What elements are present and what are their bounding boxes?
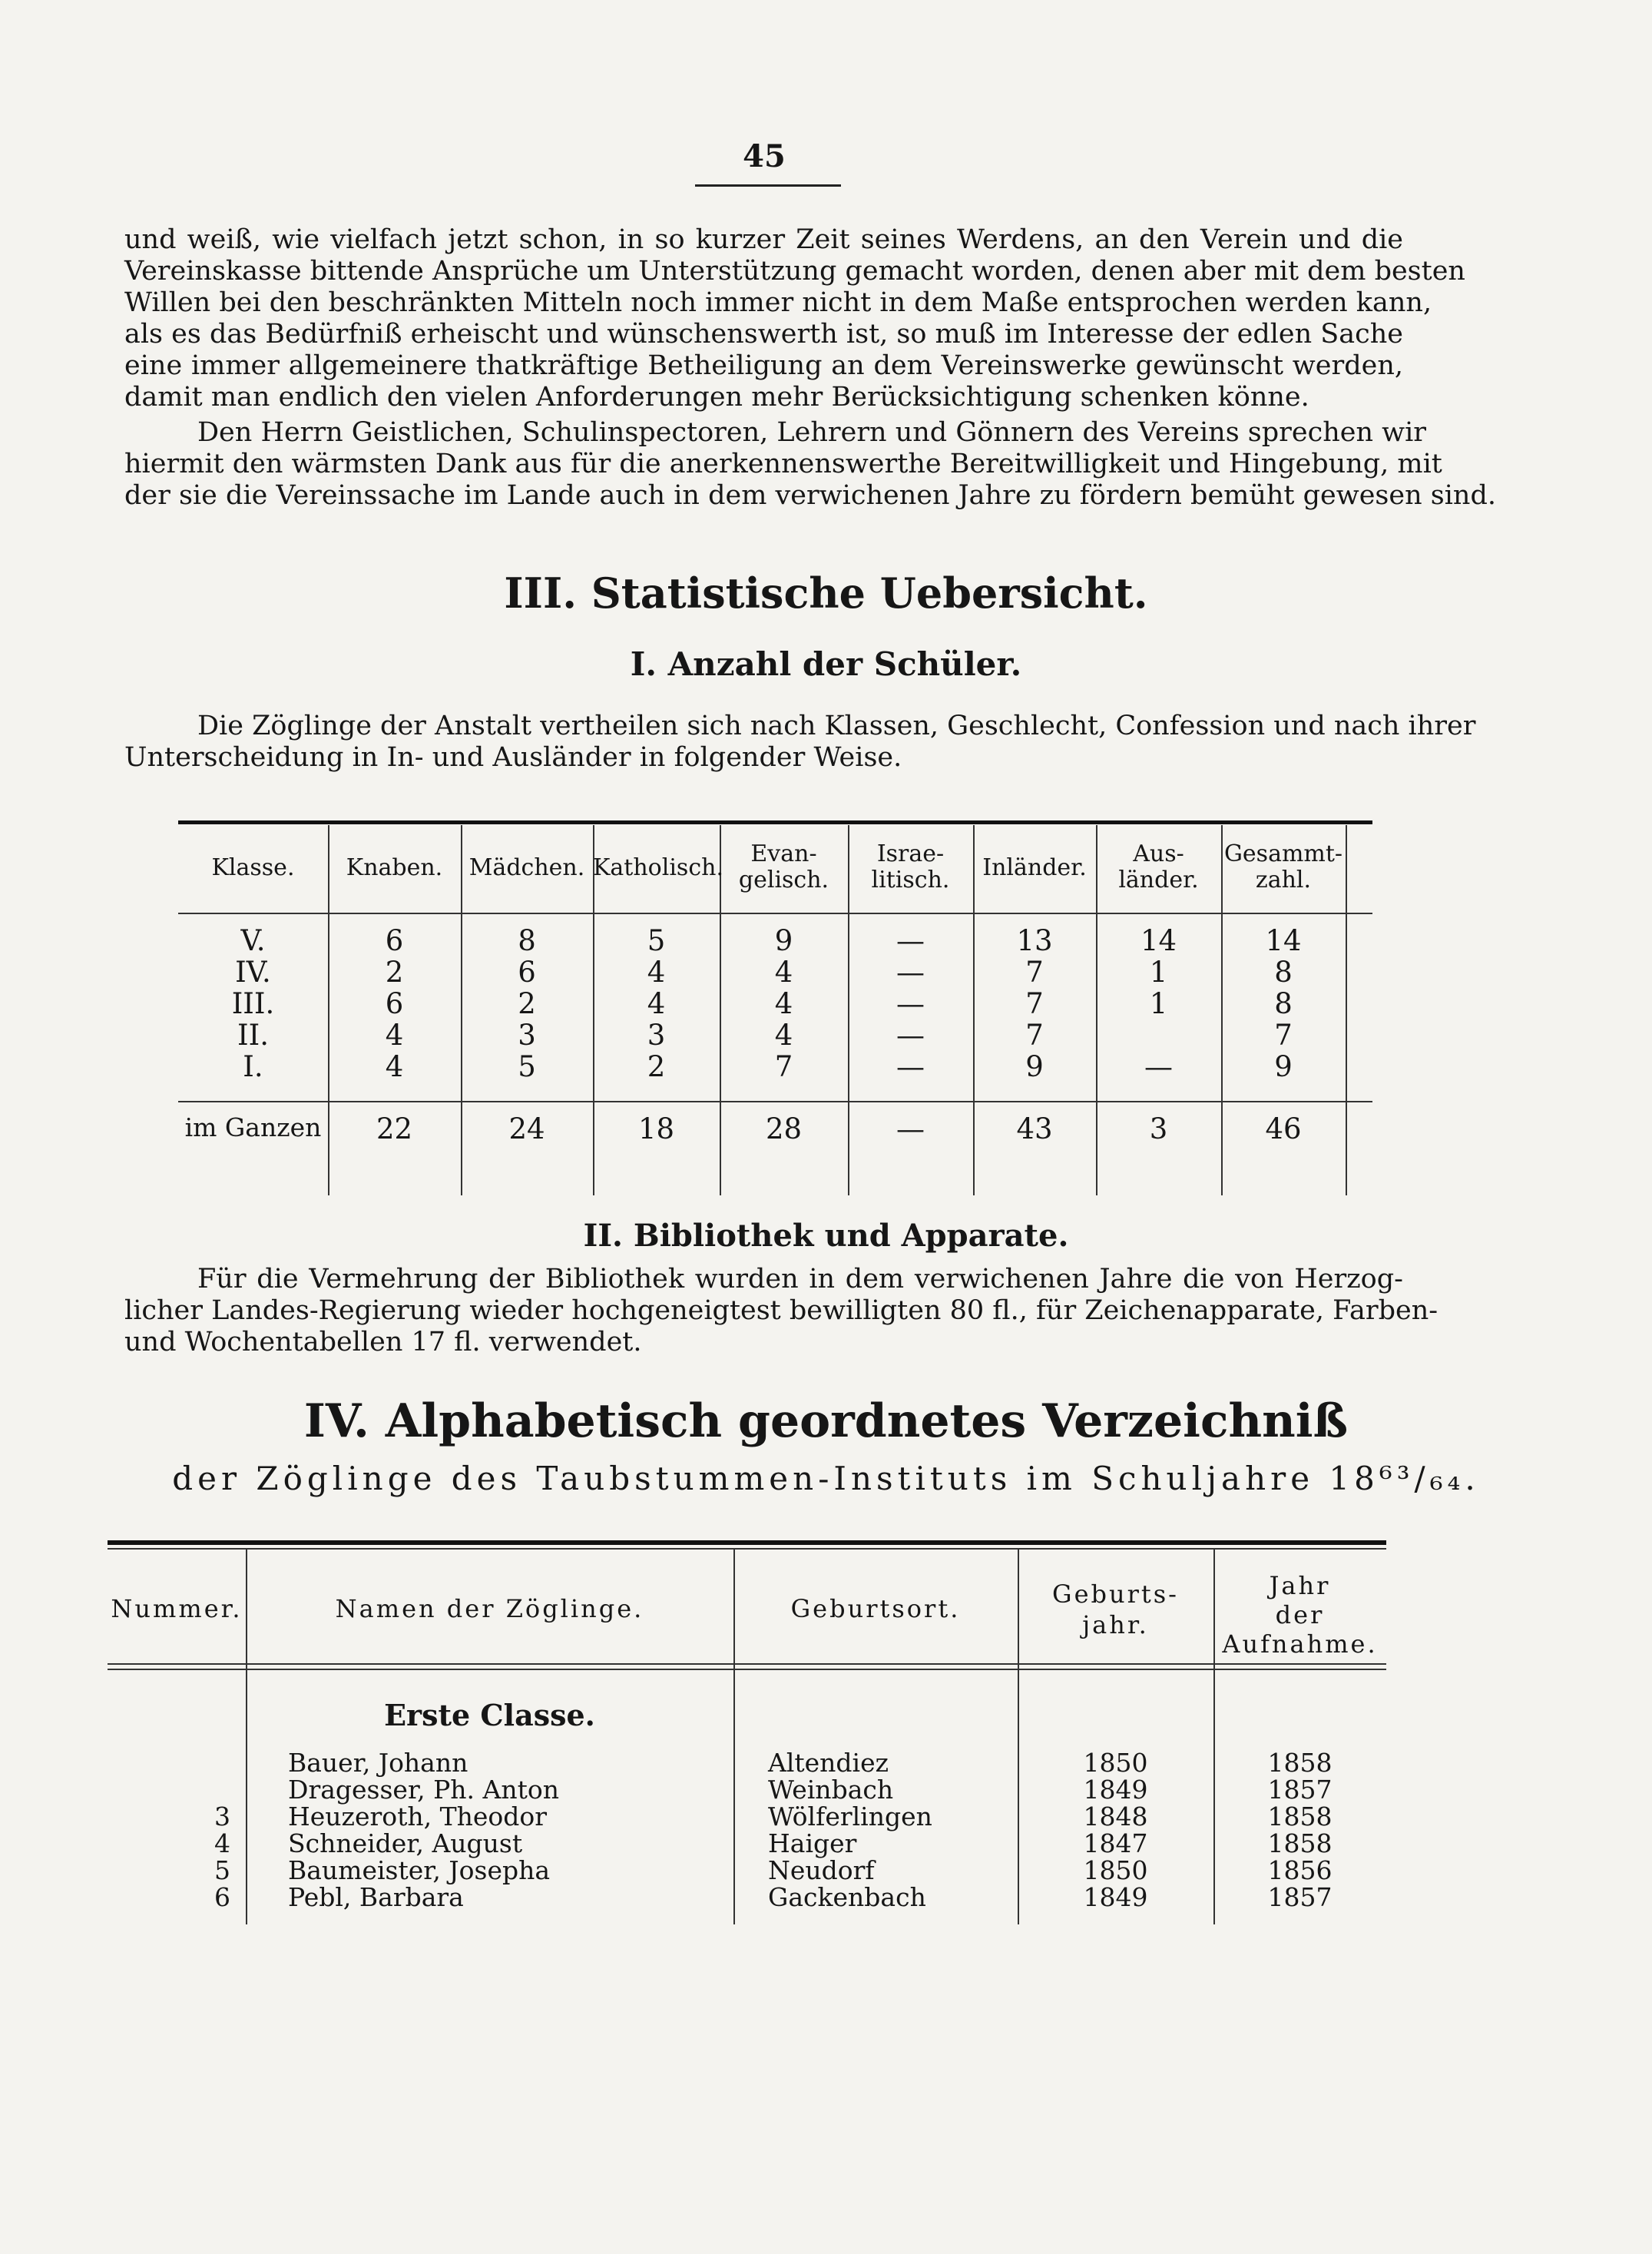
text-line: Für die Vermehrung der Bibliothek wurden in dem verwichenen Jahre die von Herzog-	[197, 1264, 1403, 1294]
header-maedchen: Mädchen.	[468, 854, 585, 881]
header-line: zahl.	[1255, 867, 1312, 893]
cell-value: 46	[1265, 1112, 1302, 1145]
cell-name: Heuzeroth, Theodor	[288, 1802, 548, 1831]
cell-value: 7	[774, 1050, 793, 1083]
cell-value: 6	[385, 987, 404, 1020]
cell-name: Schneider, August	[288, 1828, 523, 1858]
cell-value: 3	[647, 1019, 666, 1052]
cell-value: 2	[518, 987, 536, 1020]
cell-value: 22	[376, 1112, 413, 1145]
cell-value: 7	[1025, 956, 1044, 989]
cell-ort: Gackenbach	[768, 1882, 926, 1912]
header-line: Aufnahme.	[1222, 1629, 1378, 1659]
cell-value: 5	[518, 1050, 536, 1083]
cell-value: 6	[385, 924, 404, 957]
cell-aufnahme: 1858	[1267, 1802, 1333, 1831]
cell-nummer: 3	[214, 1802, 230, 1831]
header-rule-2	[108, 1669, 1386, 1670]
cell-geburtsjahr: 1848	[1083, 1802, 1148, 1831]
header-line: länder.	[1118, 867, 1199, 893]
cell-value: 43	[1016, 1112, 1053, 1145]
cell-geburtsjahr: 1849	[1083, 1775, 1148, 1805]
text-line: Die Zöglinge der Anstalt vertheilen sich nach Klassen, Geschlecht, Confession und nach ihrer	[197, 711, 1476, 741]
cell-value: —	[896, 1050, 925, 1083]
header-nummer: Nummer.	[111, 1594, 243, 1623]
header-line: Jahr	[1269, 1571, 1331, 1600]
cell-ort: Neudorf	[768, 1855, 875, 1885]
cell-aufnahme: 1858	[1267, 1828, 1333, 1858]
cell-value: 4	[647, 987, 666, 1020]
cell-nummer: 6	[214, 1882, 230, 1912]
cell-value: 14	[1140, 924, 1177, 957]
cell-value: 1	[1149, 956, 1168, 989]
header-line: der	[1275, 1600, 1325, 1629]
header-israelitisch	[848, 841, 973, 893]
cell-value: 7	[1025, 987, 1044, 1020]
text-line: licher Landes-Regierung wieder hochgeneigtest bewilligten 80 fl., für Zeichenapparate, Farben-	[124, 1295, 1438, 1326]
cell-value: 9	[1274, 1050, 1293, 1083]
header-katholisch: Katholisch.	[593, 854, 723, 881]
header-geburtsjahr	[1018, 1579, 1213, 1640]
page-number-rule	[695, 184, 841, 187]
cell-klasse: III.	[231, 987, 275, 1020]
text-line: der sie die Vereinssache im Lande auch in dem verwichenen Jahre zu fördern bemüht gewesen sind.	[124, 480, 1496, 511]
cell-value: 4	[385, 1050, 404, 1083]
cell-geburtsjahr: 1847	[1083, 1828, 1148, 1858]
cell-aufnahme: 1857	[1267, 1775, 1333, 1805]
header-line: Geburts-	[1052, 1579, 1179, 1609]
cell-total-label: im Ganzen	[184, 1112, 322, 1142]
page-number: 45	[743, 138, 786, 174]
text-line: Vereinskasse bittende Ansprüche um Unterstützung gemacht worden, denen aber mit dem besten	[124, 256, 1465, 287]
section-heading-register: IV. Alphabetisch geordnetes Verzeichniß	[303, 1394, 1349, 1448]
header-gesammtzahl	[1221, 841, 1346, 893]
header-line: jahr.	[1082, 1610, 1149, 1639]
cell-geburtsjahr: 1849	[1083, 1882, 1148, 1912]
cell-value: —	[1144, 1050, 1173, 1083]
cell-value: 13	[1016, 924, 1053, 957]
cell-value: 8	[518, 924, 536, 957]
statistics-intro	[124, 711, 1476, 774]
register-table	[108, 1540, 1386, 1917]
cell-ort: Weinbach	[768, 1775, 894, 1805]
library-paragraph	[124, 1264, 1438, 1358]
cell-value: 4	[774, 987, 793, 1020]
header-aufnahme	[1213, 1571, 1386, 1659]
cell-ort: Haiger	[768, 1828, 857, 1858]
header-line: litisch.	[871, 867, 950, 893]
cell-value: —	[896, 924, 925, 957]
cell-value: 4	[385, 1019, 404, 1052]
text-line: eine immer allgemeinere thatkräftige Betheiligung an dem Vereinswerke gewünscht werden,	[124, 350, 1403, 381]
register-subtitle: der Zöglinge des Taubstummen-Instituts im Schuljahre 18⁶³/₆₄.	[172, 1460, 1480, 1497]
table-top-rule-thin	[108, 1548, 1386, 1550]
cell-aufnahme: 1857	[1267, 1882, 1333, 1912]
cell-value: 7	[1274, 1019, 1293, 1052]
text-line: hiermit den wärmsten Dank aus für die anerkennenswerthe Bereitwilligkeit und Hingebung, mit	[124, 449, 1442, 479]
cell-value: 5	[647, 924, 666, 957]
text-line: damit man endlich den vielen Anforderungen mehr Berücksichtigung schenken könne.	[124, 382, 1309, 413]
cell-value: 4	[774, 956, 793, 989]
cell-name: Bauer, Johann	[288, 1748, 468, 1778]
cell-value: 3	[518, 1019, 536, 1052]
cell-value: 1	[1149, 987, 1168, 1020]
cell-value: 9	[774, 924, 793, 957]
table-top-rule	[178, 820, 1372, 824]
column-divider	[1346, 825, 1347, 1195]
class-heading: Erste Classe.	[384, 1698, 595, 1732]
header-auslaender	[1096, 841, 1221, 893]
text-line: und Wochentabellen 17 fl. verwendet.	[124, 1327, 642, 1357]
thanks-paragraph	[124, 417, 1496, 512]
cell-value: 9	[1025, 1050, 1044, 1083]
header-geburtsort: Geburtsort.	[790, 1594, 961, 1623]
cell-value: 7	[1025, 1019, 1044, 1052]
text-line: und weiß, wie vielfach jetzt schon, in so kurzer Zeit seines Werdens, an den Verein und die	[124, 224, 1403, 255]
cell-value: 28	[765, 1112, 803, 1145]
cell-name: Dragesser, Ph. Anton	[288, 1775, 559, 1805]
header-namen: Namen der Zöglinge.	[335, 1594, 644, 1623]
cell-value: —	[896, 987, 925, 1020]
header-line: Aus-	[1133, 840, 1184, 867]
cell-klasse: IV.	[235, 956, 271, 989]
table-top-rule	[108, 1540, 1386, 1545]
header-inlaender: Inländer.	[982, 854, 1087, 881]
cell-aufnahme: 1856	[1267, 1855, 1333, 1885]
cell-name: Pebl, Barbara	[288, 1882, 464, 1912]
cell-value: —	[896, 1019, 925, 1052]
header-evangelisch	[720, 841, 848, 893]
cell-klasse: II.	[237, 1019, 269, 1052]
statistics-table	[178, 820, 1372, 1195]
subheading-library: II. Bibliothek und Apparate.	[583, 1218, 1069, 1254]
text-line: Den Herrn Geistlichen, Schulinspectoren, Lehrern und Gönnern des Vereins sprechen wir	[197, 417, 1427, 448]
text-line: Unterscheidung in In- und Ausländer in folgender Weise.	[124, 742, 902, 773]
header-line: Evan-	[750, 840, 817, 867]
cell-value: 3	[1149, 1112, 1168, 1145]
section-heading-statistics: III. Statistische Uebersicht.	[504, 568, 1148, 618]
header-rule	[108, 1663, 1386, 1665]
cell-value: 2	[647, 1050, 666, 1083]
cell-value: 24	[508, 1112, 545, 1145]
header-klasse: Klasse.	[211, 854, 295, 881]
cell-geburtsjahr: 1850	[1083, 1748, 1148, 1778]
cell-klasse: I.	[243, 1050, 263, 1083]
total-rule	[178, 1101, 1372, 1102]
cell-value: 18	[637, 1112, 675, 1145]
cell-klasse: V.	[240, 924, 266, 957]
text-line: Willen bei den beschränkten Mitteln noch immer nicht in dem Maße entsprochen werden kann,	[124, 287, 1432, 318]
cell-geburtsjahr: 1850	[1083, 1855, 1148, 1885]
header-line: Israe-	[876, 840, 945, 867]
cell-ort: Altendiez	[768, 1748, 889, 1778]
header-knaben: Knaben.	[346, 854, 443, 881]
cell-ort: Wölferlingen	[768, 1802, 932, 1831]
cell-value: 4	[647, 956, 666, 989]
cell-name: Baumeister, Josepha	[288, 1855, 551, 1885]
cell-nummer: 5	[214, 1855, 230, 1885]
cell-value: 8	[1274, 987, 1293, 1020]
intro-paragraph	[124, 224, 1465, 413]
cell-value: —	[896, 1112, 925, 1145]
subheading-pupil-count: I. Anzahl der Schüler.	[630, 645, 1022, 683]
cell-value: 14	[1265, 924, 1302, 957]
cell-value: 8	[1274, 956, 1293, 989]
cell-value: 6	[518, 956, 536, 989]
cell-value: 2	[385, 956, 404, 989]
header-rule	[178, 913, 1372, 914]
text-line: als es das Bedürfniß erheischt und wünschenswerth ist, so muß im Interesse der edlen Sache	[124, 319, 1403, 350]
cell-nummer: 4	[214, 1828, 230, 1858]
cell-value: —	[896, 956, 925, 989]
header-line: gelisch.	[738, 867, 829, 893]
cell-value: 4	[774, 1019, 793, 1052]
header-line: Gesammt-	[1223, 840, 1343, 867]
cell-aufnahme: 1858	[1267, 1748, 1333, 1778]
